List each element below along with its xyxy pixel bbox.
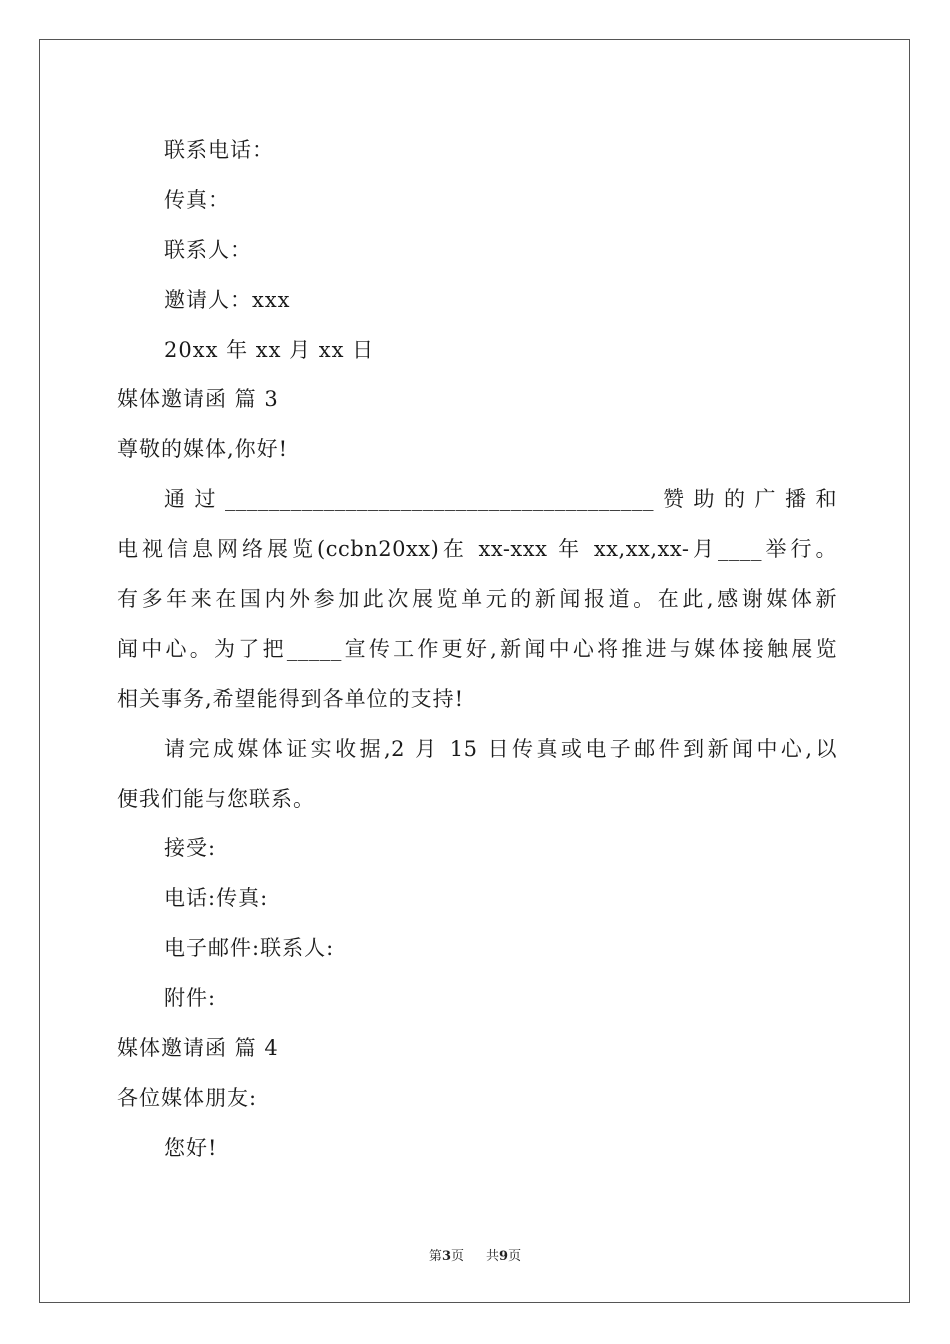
section-heading-3: 媒体邀请函 篇 3 — [117, 387, 279, 411]
email-contact-label: 电子邮件:联系人: — [164, 936, 335, 960]
page-footer — [0, 1248, 950, 1266]
date-line: 20xx 年 xx 月 xx 日 — [164, 338, 375, 362]
paragraph-line: 便我们能与您联系。 — [117, 787, 315, 811]
salutation: 尊敬的媒体,你好! — [117, 437, 289, 461]
greeting: 您好! — [164, 1136, 218, 1160]
contact-phone-label: 联系电话： — [164, 138, 274, 162]
paragraph-line: 请完成媒体证实收据,2 月 15 日传真或电子邮件到新闻中心,以 — [164, 737, 837, 761]
total-pages-label: 共9页 — [486, 1249, 522, 1264]
page-number-label: 第3页 — [428, 1249, 464, 1264]
paragraph-line: 通过_______________________________________赞助的广播和 — [164, 487, 837, 511]
paragraph-line: 有多年来在国内外参加此次展览单元的新闻报道。在此,感谢媒体新 — [117, 587, 837, 611]
paragraph-line: 相关事务,希望能得到各单位的支持! — [117, 687, 465, 711]
fax-label: 传真： — [164, 188, 230, 212]
paragraph-line: 电视信息网络展览(ccbn20xx)在 xx-xxx 年 xx,xx,xx-月____举行。 — [117, 537, 837, 561]
section-heading-4: 媒体邀请函 篇 4 — [117, 1036, 279, 1060]
phone-fax-label: 电话:传真: — [164, 886, 269, 910]
attachment-label: 附件: — [164, 986, 217, 1010]
accept-label: 接受: — [164, 836, 217, 860]
paragraph-line: 闻中心。为了把_____宣传工作更好,新闻中心将推进与媒体接触展览 — [117, 637, 837, 661]
inviter-line: 邀请人：xxx — [164, 288, 291, 312]
page-border — [39, 39, 910, 1303]
salutation-friends: 各位媒体朋友: — [117, 1086, 258, 1110]
contact-person-label: 联系人： — [164, 238, 252, 262]
